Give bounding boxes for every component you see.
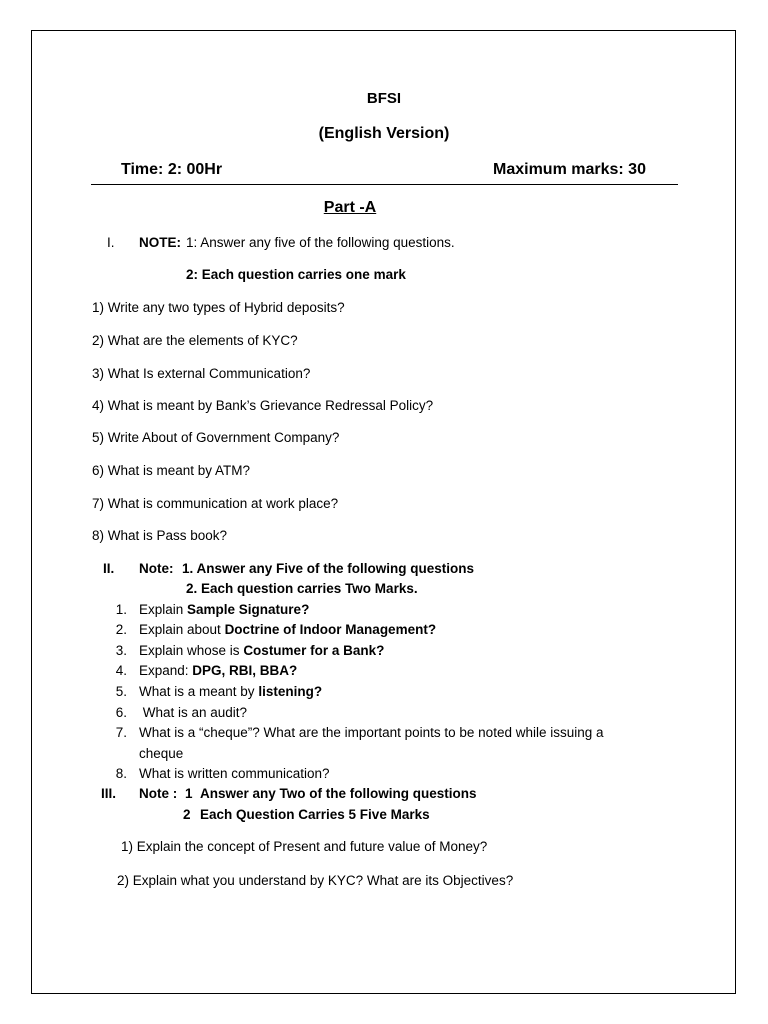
- question-text: Explain about: [139, 622, 225, 637]
- section-3-note-2: Each Question Carries 5 Five Marks: [200, 807, 430, 822]
- section-2-note-1: 1. Answer any Five of the following questions: [182, 561, 475, 576]
- section-2-question-number: 8.: [115, 766, 127, 781]
- section-2-question: [139, 643, 384, 658]
- section-2-question: [139, 684, 322, 699]
- section-2-note-2: 2. Each question carries Two Marks.: [186, 581, 418, 596]
- question-text: Explain whose is: [139, 643, 244, 658]
- question-text: What is a meant by: [139, 684, 259, 699]
- question-emphasis: Sample Signature?: [187, 602, 310, 617]
- section-1-note-2: 2: Each question carries one mark: [186, 267, 406, 282]
- section-2-question: [139, 622, 436, 637]
- section-2-question-number: 2.: [115, 622, 127, 637]
- section-2-question-number: 1.: [115, 602, 127, 617]
- section-3-note-label: Note :: [139, 786, 178, 801]
- section-2-note-label: Note:: [139, 561, 174, 576]
- question-text: Expand:: [139, 663, 193, 678]
- section-1-question: 1) Write any two types of Hybrid deposits?: [92, 300, 345, 315]
- section-1-question: 2) What are the elements of KYC?: [92, 333, 298, 348]
- exam-max-marks: Maximum marks: 30: [493, 161, 646, 178]
- section-1-question: 3) What Is external Communication?: [92, 366, 311, 381]
- header-divider: [91, 184, 678, 185]
- question-emphasis: DPG, RBI, BBA?: [192, 663, 298, 678]
- section-3-note-1: Answer any Two of the following questions: [200, 786, 477, 801]
- section-1-note-label: NOTE:: [139, 235, 181, 250]
- section-1-question: 8) What is Pass book?: [92, 528, 228, 543]
- section-2-question-number: 4.: [115, 663, 127, 678]
- section-2-question: [139, 766, 330, 781]
- section-2-question-number: 6.: [115, 705, 127, 720]
- question-text: What is written communication?: [139, 766, 330, 781]
- section-3-question: 2) Explain what you understand by KYC? What are its Objectives?: [117, 873, 514, 888]
- section-3-question: 1) Explain the concept of Present and future value of Money?: [121, 839, 488, 854]
- section-1-question: 6) What is meant by ATM?: [92, 463, 251, 478]
- question-text: Explain: [139, 602, 188, 617]
- section-2-question-continuation: cheque: [139, 746, 184, 761]
- question-emphasis: Costumer for a Bank?: [243, 643, 385, 658]
- section-3-note-2-num: 2: [183, 807, 191, 822]
- question-emphasis: listening?: [258, 684, 323, 699]
- section-2-question: [139, 663, 297, 678]
- question-text: What is an audit?: [139, 705, 248, 720]
- part-a-heading: Part -A: [323, 199, 377, 216]
- section-2-question: [139, 725, 604, 740]
- exam-time: Time: 2: 00Hr: [121, 161, 223, 178]
- section-3-note-1-num: 1: [185, 786, 193, 801]
- section-2-question-number: 5.: [115, 684, 127, 699]
- section-1-question: 7) What is communication at work place?: [92, 496, 339, 511]
- section-2-question: [139, 705, 247, 720]
- section-2-question: [139, 602, 309, 617]
- section-1-note-1: 1: Answer any five of the following questions.: [186, 235, 455, 250]
- section-2-numeral: II.: [103, 561, 115, 576]
- section-1-question: 5) Write About of Government Company?: [92, 430, 340, 445]
- exam-title: BFSI: [366, 90, 402, 107]
- section-2-question-number: 7.: [115, 725, 127, 740]
- exam-version: (English Version): [318, 125, 450, 142]
- section-1-numeral: I.: [107, 235, 115, 250]
- question-emphasis: Doctrine of Indoor Management?: [224, 622, 437, 637]
- section-3-numeral: III.: [101, 786, 117, 801]
- section-2-question-number: 3.: [115, 643, 127, 658]
- question-text: What is a “cheque”? What are the important points to be noted while issuing a: [139, 725, 604, 740]
- section-1-question: 4) What is meant by Bank’s Grievance Redressal Policy?: [92, 398, 434, 413]
